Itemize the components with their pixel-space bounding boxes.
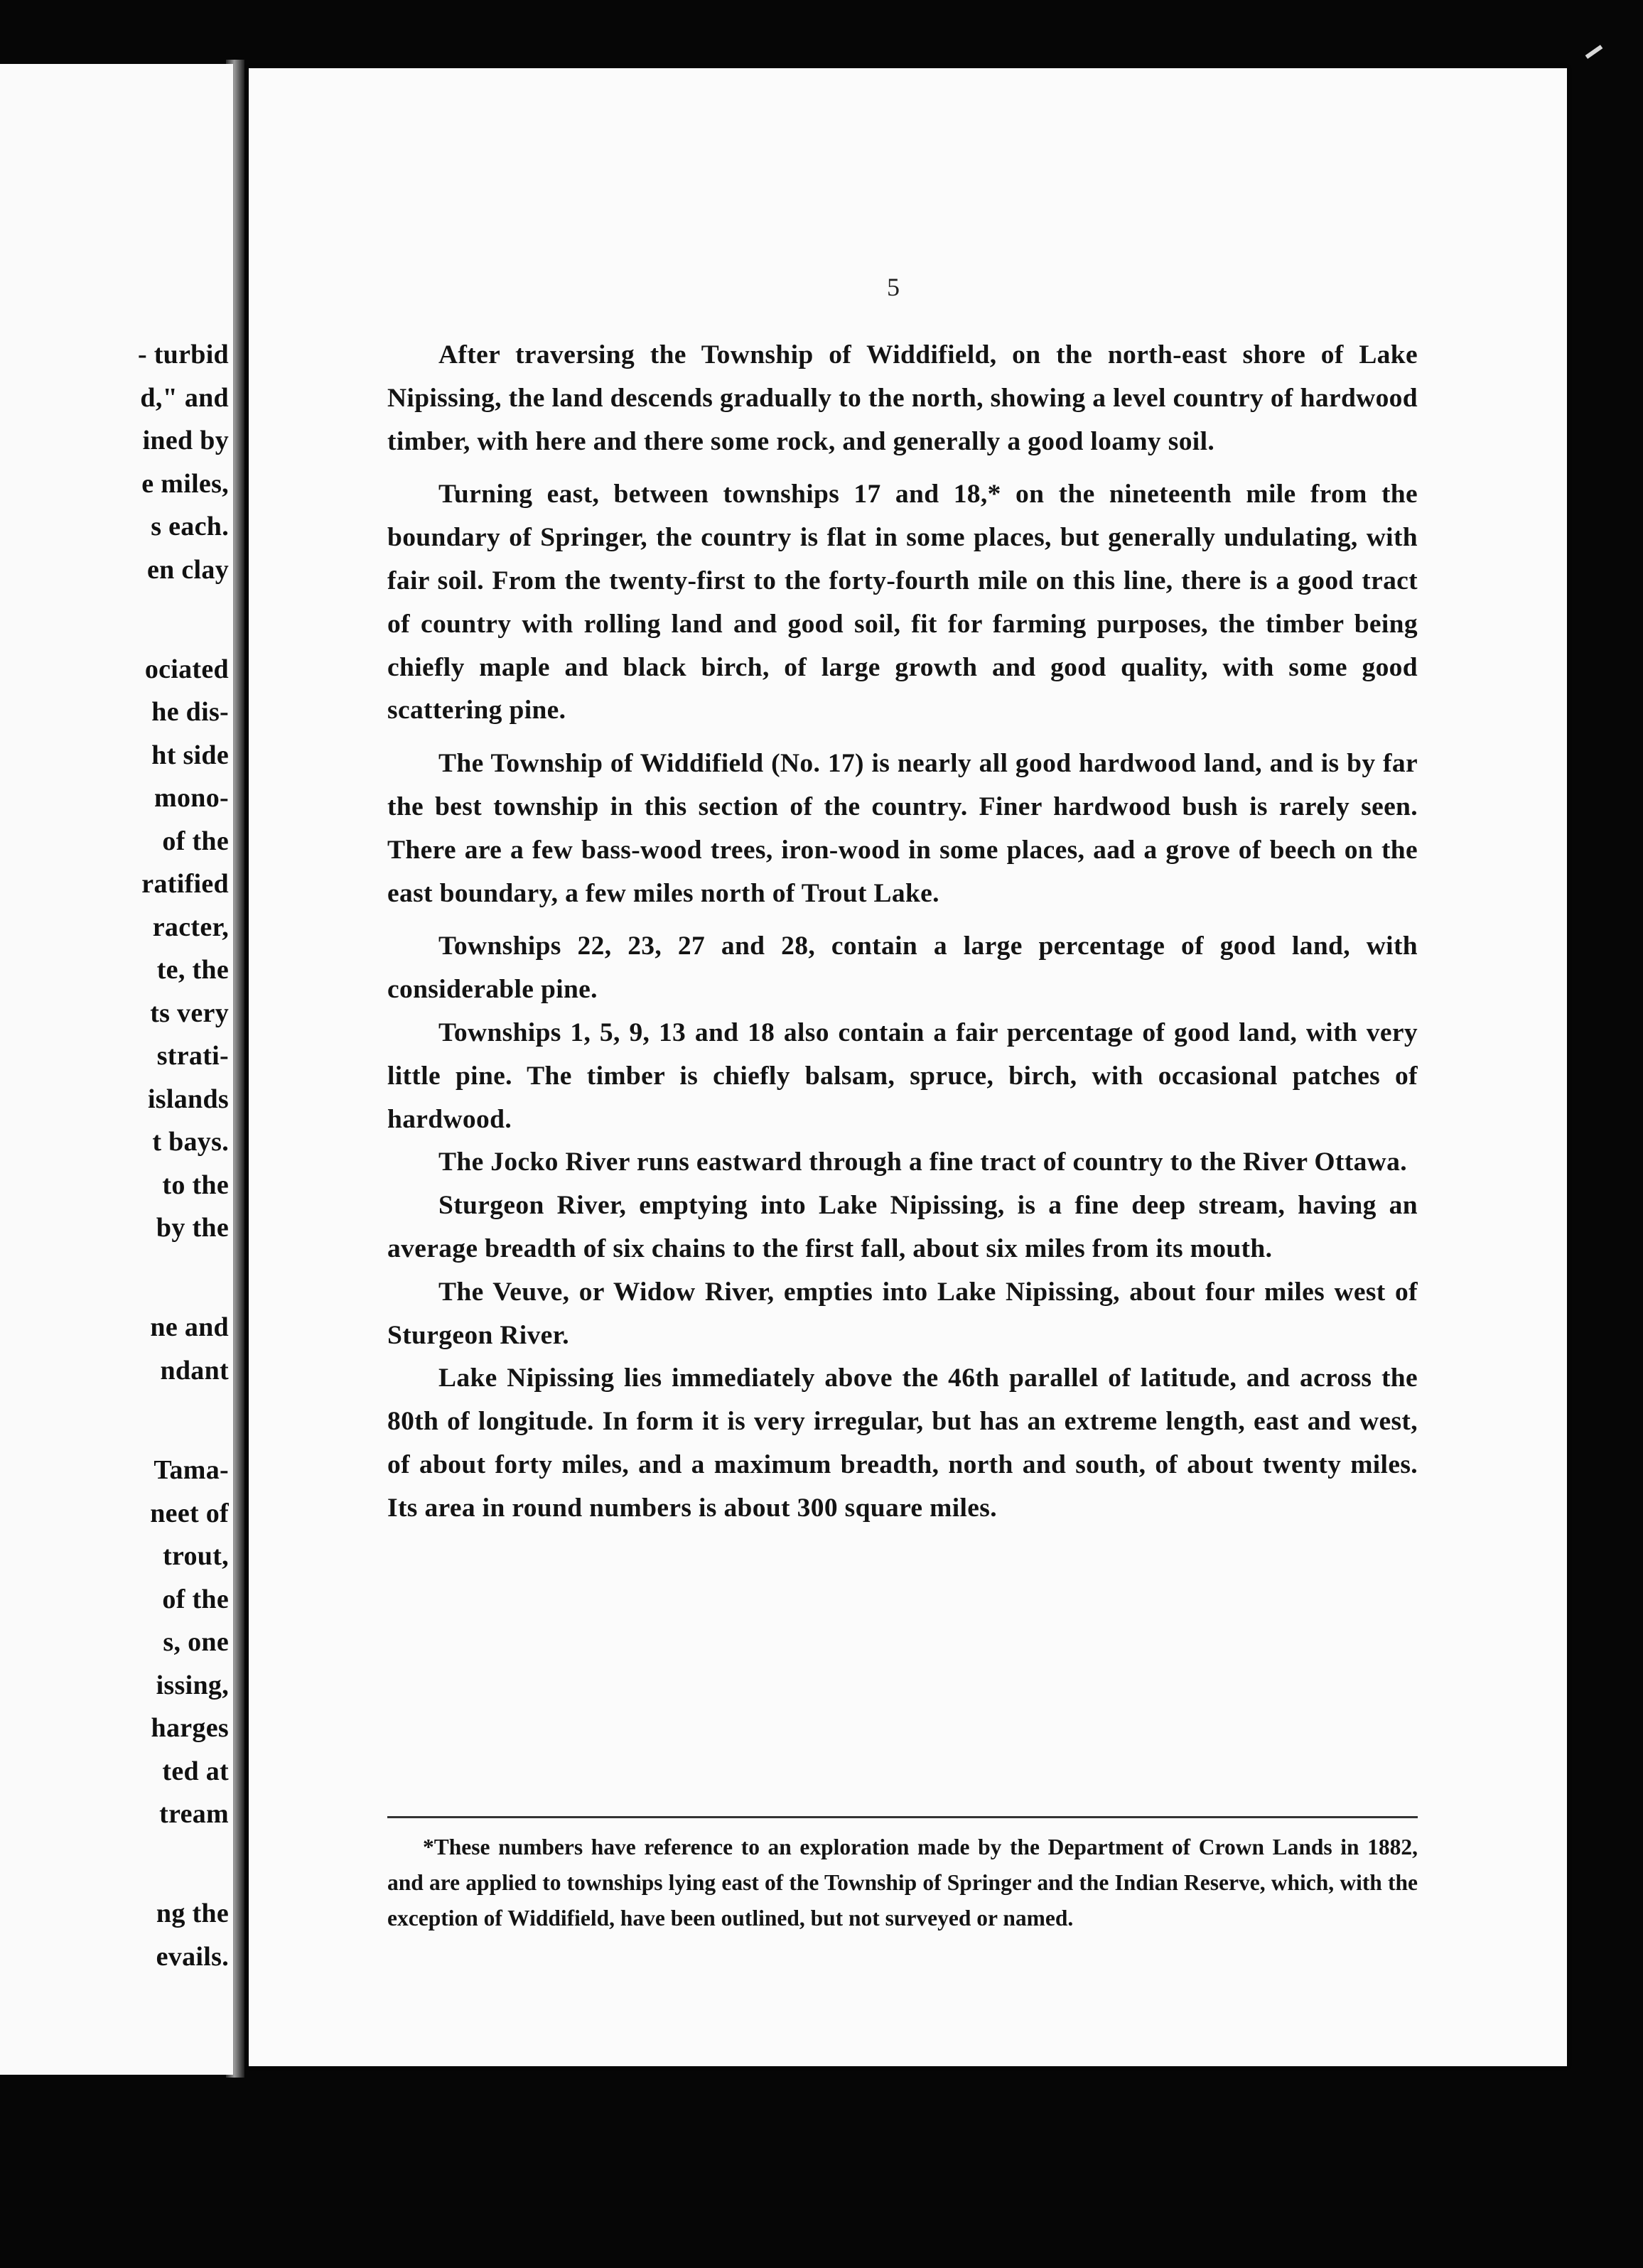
paragraph: Turning east, between townships 17 and 18,* on the nineteenth mile from the boundary of Springer, the country is flat in some places, but generally undulating, with fair soil. From the twenty-first to the forty-fourth mile on this line, there is a good tract of country with rolling land and good soil, fit for farming purposes, the timber being chiefly maple and black birch, of large growth and good quality, with some good scattering pine. xyxy=(387,480,1418,725)
left-line: t bays. xyxy=(152,1127,229,1157)
left-line: te, the xyxy=(156,955,229,985)
footnote-divider xyxy=(387,1816,1418,1818)
left-line: s each. xyxy=(151,512,229,541)
paragraph: The Veuve, or Widow River, empties into Lake Nipissing, about four miles west of Sturgeon River. xyxy=(387,1277,1418,1350)
left-line: Tama- xyxy=(153,1455,229,1485)
left-line: d," and xyxy=(140,383,229,413)
paragraph: The Township of Widdifield (No. 17) is nearly all good hardwood land, and is by far the best township in this section of the country. Finer hardwood bush is rarely seen. There are a few bass-wood trees, iron-wood in some places, aad a grove of beech on the east boundary, a few miles north of Trout Lake. xyxy=(387,749,1418,908)
left-page-fragment xyxy=(0,64,233,2075)
left-line: ne and xyxy=(150,1312,229,1342)
left-line: ted at xyxy=(162,1756,229,1786)
page-number: 5 xyxy=(887,273,900,301)
left-line: en clay xyxy=(146,555,229,585)
paragraph: Townships 22, 23, 27 and 28, contain a large percentage of good land, with considerable pine. xyxy=(387,932,1418,1005)
left-line: racter, xyxy=(152,912,229,942)
left-line: he dis- xyxy=(151,697,229,727)
left-line: ts very xyxy=(150,998,229,1028)
left-line: by the xyxy=(156,1213,229,1243)
left-line: islands xyxy=(147,1084,229,1114)
paragraph: The Jocko River runs eastward through a fine tract of country to the River Ottawa. xyxy=(438,1148,1407,1177)
left-line: harges xyxy=(151,1713,229,1743)
left-line: tream xyxy=(159,1799,229,1829)
left-line: - turbid xyxy=(137,340,229,369)
left-line: of the xyxy=(162,1584,229,1614)
left-line: ociated xyxy=(144,654,229,684)
footnote: *These numbers have reference to an exploration made by the Department of Crown Lands in 1882, and are applied to townships lying east of the Township of Springer and the Indian Reserve, which, with the exception of Widdifield, have been outlined, but not surveyed or named. xyxy=(387,1835,1418,1930)
paragraph: Lake Nipissing lies immediately above the 46th parallel of latitude, and across the 80th of longitude. In form it is very irregular, but has an extreme length, east and west, of about forty miles, and a maximum breadth, north and south, of about twenty miles. Its area in round numbers is about 300 square miles. xyxy=(387,1364,1418,1523)
left-line: e miles, xyxy=(141,469,229,499)
left-line: ratified xyxy=(141,869,229,899)
body-text xyxy=(387,334,1418,1530)
paragraph: After traversing the Township of Widdifield, on the north-east shore of Lake Nipissing, the land descends gradually to the north, showing a level country of hardwood timber, with here and there some rock, and generally a good loamy soil. xyxy=(387,340,1418,456)
left-line: strati- xyxy=(156,1041,229,1071)
paragraph: Sturgeon River, emptying into Lake Nipissing, is a fine deep stream, having an average breadth of six chains to the first fall, about six miles from its mouth. xyxy=(387,1191,1418,1263)
left-line: evails. xyxy=(156,1942,229,1972)
left-line: to the xyxy=(162,1170,229,1200)
left-line: trout, xyxy=(163,1541,229,1571)
paragraph: Townships 1, 5, 9, 13 and 18 also contain a fair percentage of good land, with very little pine. The timber is chiefly balsam, spruce, birch, with occasional patches of hardwood. xyxy=(387,1017,1418,1134)
left-line: ined by xyxy=(142,426,229,455)
left-line: ndant xyxy=(160,1356,229,1386)
left-line: of the xyxy=(162,826,229,856)
left-line: s, one xyxy=(163,1627,229,1657)
left-line: ng the xyxy=(156,1899,229,1928)
left-line: neet of xyxy=(150,1498,229,1528)
left-line: issing, xyxy=(156,1670,229,1700)
left-line: mono- xyxy=(154,783,229,813)
left-line: ht side xyxy=(151,740,229,770)
page-corner-mark xyxy=(1585,45,1603,59)
